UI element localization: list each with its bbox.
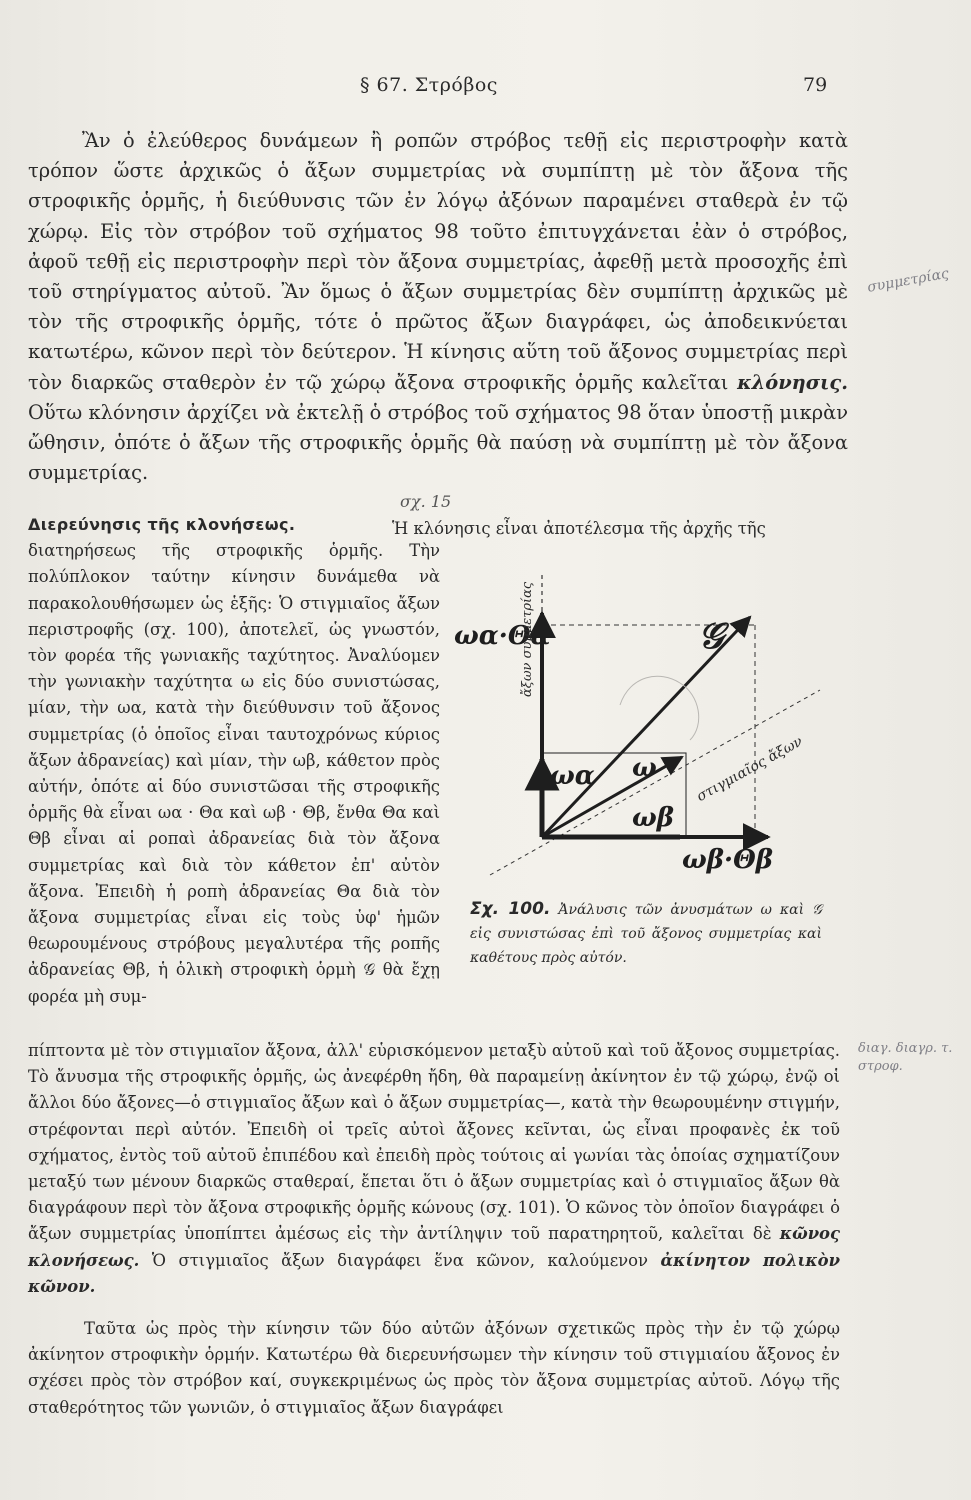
label-w: ω	[632, 753, 657, 783]
figure-100	[450, 555, 830, 885]
label-symmetry-axis: ἄξων συμμετρίας	[520, 581, 535, 697]
caption-text: Ἀνάλυσις τῶν ἀνυσμάτων ω καὶ 𝒢 εἰς συνιστώσας ἐπὶ τοῦ ἄξονος συμμετρίας καὶ καθέτους πρὸς αὐτόν.	[470, 902, 822, 966]
term-konos-klonisis: κῶνος κλονήσεως.	[28, 1224, 840, 1270]
section-title: § 67. Στρόβος	[360, 74, 498, 96]
section-first-line-text: Ἡ κλόνησις εἶναι ἀποτέλεσμα τῆς ἀρχῆς τῆς	[392, 519, 766, 538]
paragraph-nutation-intro	[28, 126, 848, 488]
paragraph-3-mid: Ὁ στιγμιαῖος ἄξων διαγράφει ἕνα κῶνον, καλούμενον	[139, 1250, 648, 1270]
section-heading: Διερεύνησις τῆς κλονήσεως.	[28, 515, 296, 534]
section-body-text: διατηρήσεως τῆς στροφικῆς ὁρμῆς. Τὴν πολύπλοκον ταύτην κίνησιν δυνάμεθα νὰ παρακολουθήσωμεν ὡς ἑξῆς: Ὁ στιγμιαῖος ἄξων περιστροφῆς (σχ. 100), ἀποτελεῖ, ὡς γνωστόν, τὸν φορέα τῆς γωνιακῆς ταχύτητος. Ἀναλύομεν τὴν γωνιακὴν ταχύτητα ω εἰς δύο συνιστώσας, μίαν, τὴν ωα, κατὰ τὴν διεύθυνσιν τοῦ ἄξονος συμμετρίας (ὁ ὁποῖος εἶναι ταυτοχρόνως κύριος ἄξων ἀδρανείας) καὶ μίαν, τὴν ωβ, κάθετον πρὸς αὐτήν, ὁπότε αἱ δύο συνιστῶσαι τῆς στροφικῆς ὁρμῆς θὰ εἶναι ωα · Θα καὶ ωβ · Θβ, ἔνθα Θα καὶ Θβ εἶναι αἱ ροπαὶ ἀδρανείας διὰ τὸν ἄξονα συμμετρίας καὶ διὰ τὸν κάθετον ἐπ' αὐτὸν ἄξονα. Ἐπειδὴ ἡ ροπὴ ἀδρανείας Θα διὰ τὸν ἄξονα συμμετρίας εἶναι εἰς τοὺς ὑφ' ἡμῶν θεωρουμένους στρόβους μεγαλυτέρα τῆς ροπῆς ἀδρανείας Θβ, ἡ ὁλικὴ στροφικὴ ὁρμὴ 𝒢 θὰ ἔχῃ φορέα μὴ συμ-	[28, 541, 440, 1006]
paragraph-cones	[28, 1038, 840, 1300]
section-investigation	[28, 512, 440, 1010]
label-instant-axis: στιγμιαῖος ἄξων	[694, 733, 806, 805]
paragraph-4-text: Ταῦτα ὡς πρὸς τὴν κίνησιν τῶν δύο αὐτῶν ἀξόνων σχετικῶς πρὸς τὴν ἐν τῷ χώρῳ ἀκίνητον στροφικὴν ὁρμήν. Κατωτέρω θὰ διερευνήσωμεν τὴν κίνησιν τοῦ στιγμιαίου ἄξονος ἐν σχέσει πρὸς τὸν στρόβον καί, συγκεκριμένως ὡς πρὸς τὸν ἄξονα συμμετρίας αὐτοῦ. Λόγῳ τῆς σταθερότητος τῶν γωνιῶν, ὁ στιγμιαῖος ἄξων διαγράφει	[28, 1319, 840, 1417]
label-g: 𝒢	[698, 615, 724, 657]
label-wa: ωα	[550, 761, 595, 791]
margin-note-1: συμμετρίας	[866, 265, 951, 296]
figure-caption	[470, 897, 822, 970]
vector-diagram	[450, 555, 830, 885]
label-wa-theta: ωα·Θα	[454, 621, 551, 651]
label-wb: ωβ	[632, 803, 675, 833]
margin-note-2: διαγ. διαγρ. τ. στροφ.	[858, 1041, 953, 1074]
section-first-line	[392, 516, 832, 542]
caption-number: Σχ. 100.	[470, 899, 551, 919]
paragraph-instant-axis	[28, 1316, 840, 1421]
page-number: 79	[803, 74, 828, 96]
term-klonisis: κλόνησις.	[737, 370, 848, 394]
paragraph-1-text: Ἂν ὁ ἐλεύθερος δυνάμεων ἢ ροπῶν στρόβος τεθῇ εἰς περιστροφὴν κατὰ τρόπον ὥστε ἀρχικῶς ὁ ἄξων συμμετρίας νὰ συμπίπτῃ μὲ τὸν ἄξονα τῆς στροφικῆς ὁρμῆς, ἡ διεύθυνσις τῶν ἐν λόγῳ ἀξόνων παραμένει σταθερὰ ἐν τῷ χώρῳ. Εἰς τὸν στρόβον τοῦ σχήματος 98 τοῦτο ἐπιτυγχάνεται ἐὰν ὁ στρόβος, ἀφοῦ τεθῇ εἰς περιστροφὴν περὶ τὸν ἄξονα συμμετρίας, ἀφεθῇ μετὰ προσοχῆς ἐπὶ τοῦ στηρίγματος αὐτοῦ. Ἂν ὅμως ὁ ἄξων συμμετρίας δὲν συμπίπτῃ ἀρχικῶς μὲ τὸν τῆς στροφικῆς ὁρμῆς, τότε ὁ πρῶτος ἄξων διαγράφει, ὡς ἀποδεικνύεται κατωτέρω, κῶνον περὶ τὸν δεύτερον. Ἡ κίνησις αὕτη τοῦ ἄξονος συμμετρίας περὶ τὸν διαρκῶς σταθερὸν ἐν τῷ χώρῳ ἄξονα στροφικῆς ὁρμῆς καλεῖται	[28, 129, 848, 394]
paragraph-1-end: Οὕτω κλόνησιν ἀρχίζει νὰ ἐκτελῇ ὁ στρόβος τοῦ σχήματος 98 ὅταν ὑποστῇ μικρὰν ὤθησιν, ὁπότε ὁ ἄξων τῆς στροφικῆς ὁρμῆς θὰ παύσῃ νὰ συμπίπτῃ μὲ τὸν ἄξονα συμμετρίας.	[28, 400, 848, 485]
inline-handwritten-note: σχ. 15	[400, 492, 452, 511]
label-wb-theta: ωβ·Θβ	[682, 845, 773, 875]
term-akinitos-polikos: ἀκίνητον πολικὸν κῶνον.	[28, 1250, 840, 1296]
running-header	[0, 74, 971, 104]
paragraph-3-text: πίπτοντα μὲ τὸν στιγμιαῖον ἄξονα, ἀλλ' εὑρισκόμενον μεταξὺ αὐτοῦ καὶ τοῦ ἄξονος συμμετρίας. Τὸ ἄνυσμα τῆς στροφικῆς ὁρμῆς, ὡς ἀνεφέρθη ἤδη, θὰ παραμείνῃ ἀκίνητον ἐν τῷ χώρῳ, ἐνῷ οἱ ἄλλοι δύο ἄξονες—ὁ στιγμιαῖος ἄξων καὶ ὁ ἄξων συμμετρίας—, κατὰ τὴν θεωρουμένην στιγμήν, στρέφονται περὶ αὐτόν. Ἐπειδὴ οἱ τρεῖς αὐτοὶ ἄξονες κεῖνται, ὡς εἶναι προφανὲς ἐκ τοῦ σχήματος, ἐντὸς τοῦ αὐτοῦ ἐπιπέδου καὶ ἐπειδὴ πρὸς τούτοις αἱ γωνίαι τὰς ὁποίας σχηματίζουν μεταξύ των μένουν διαρκῶς σταθεραί, ἔπεται ὅτι ὁ ἄξων συμμετρίας καὶ ὁ στιγμιαῖος ἄξων θὰ διαγράφουν περὶ τὸν ἄξονα στροφικῆς ὁρμῆς κώνους (σχ. 101). Ὁ κῶνος τὸν ὁποῖον διαγράφει ὁ ἄξων συμμετρίας ὑποπίπτει ἀμέσως εἰς τὴν ἀντίληψιν τοῦ παρατηρητοῦ, καλεῖται δὲ	[28, 1041, 840, 1244]
